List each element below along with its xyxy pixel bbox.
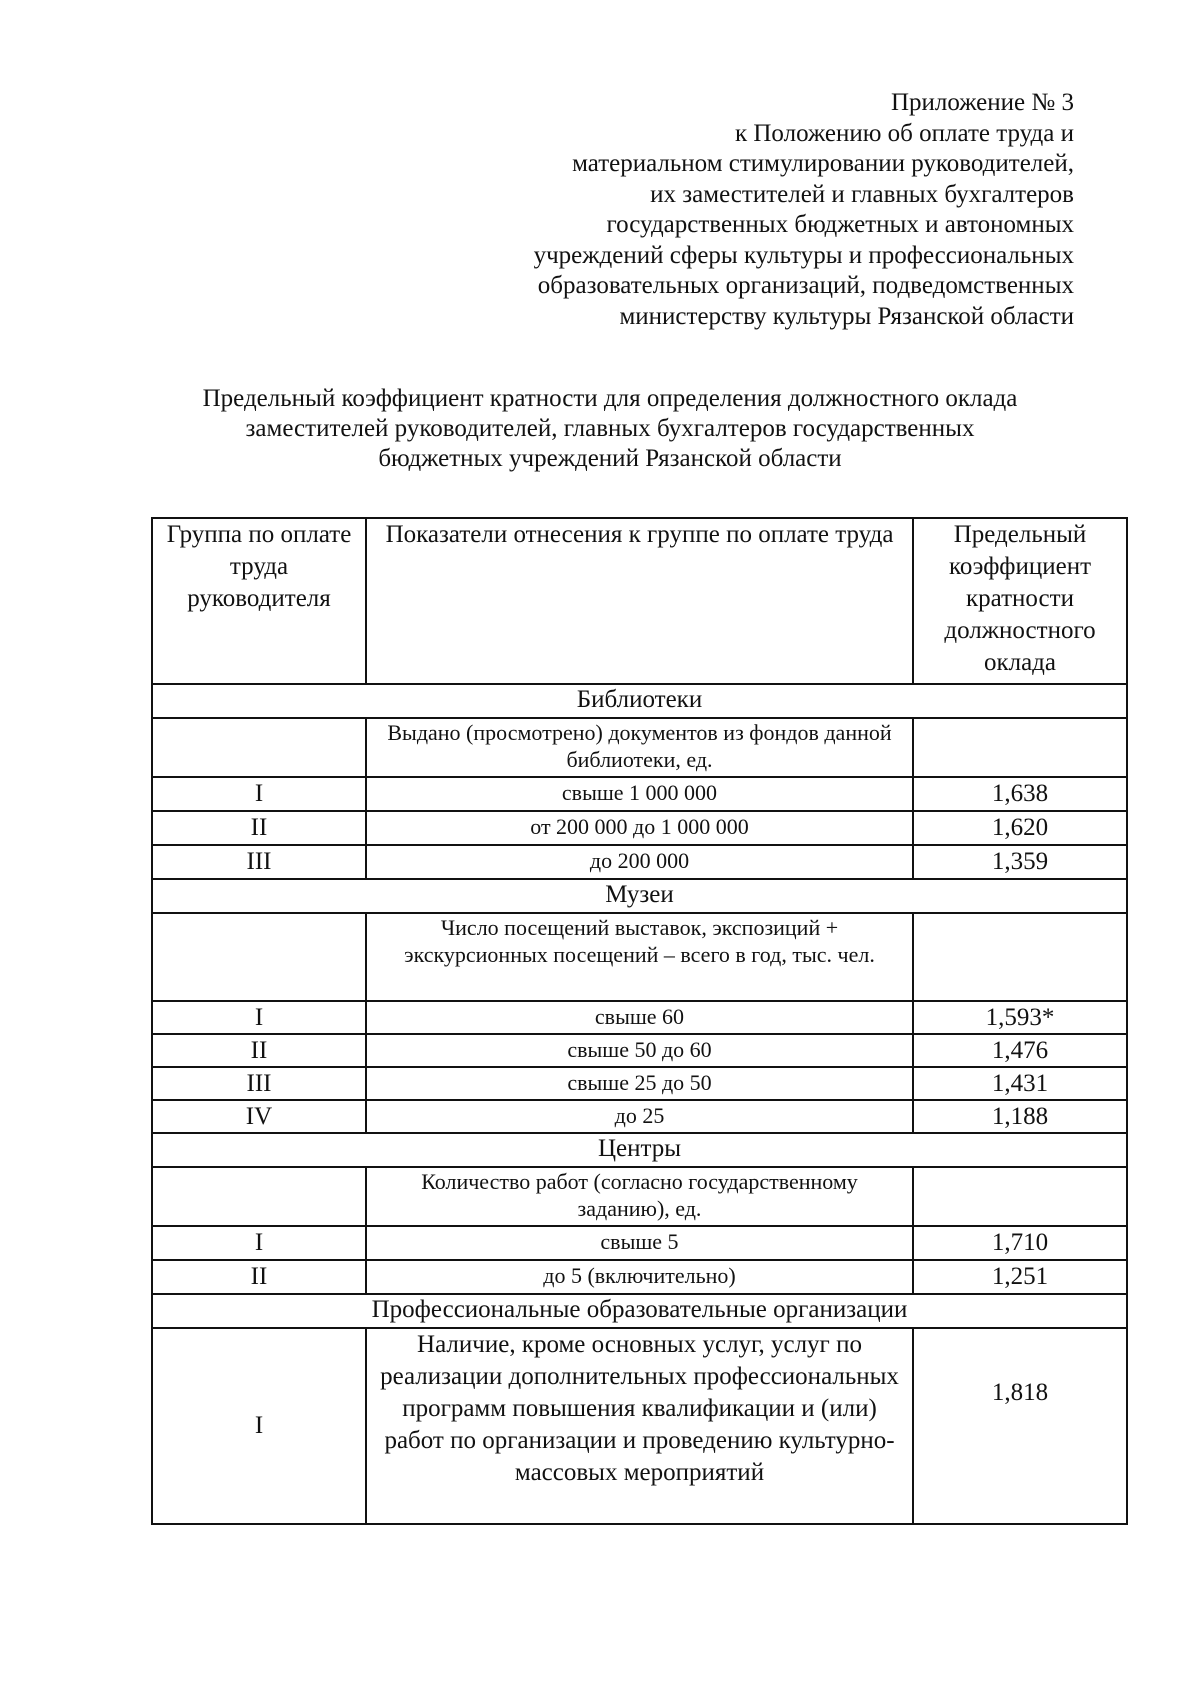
section-title: Центры <box>152 1133 1127 1167</box>
indicator-row <box>152 1167 1127 1226</box>
group-cell <box>152 913 366 1001</box>
coefficient-cell <box>913 913 1127 1001</box>
group-cell: III <box>152 845 366 879</box>
appendix-line: министерству культуры Рязанской области <box>619 302 1074 330</box>
criterion-cell: свыше 1 000 000 <box>366 777 913 811</box>
indicator-cell: Количество работ (согласно государственному заданию), ед. <box>366 1167 913 1226</box>
coefficient-cell: 1,638 <box>913 777 1127 811</box>
title-line: заместителей руководителей, главных бухгалтеров государственных <box>245 415 975 442</box>
appendix-line: учреждений сферы культуры и профессиональных <box>533 241 1074 269</box>
criterion-cell: свыше 5 <box>366 1226 913 1260</box>
coefficient-cell: 1,710 <box>913 1226 1127 1260</box>
title-line: бюджетных учреждений Рязанской области <box>378 445 842 472</box>
coefficient-cell <box>913 1167 1127 1226</box>
criterion-cell: до 200 000 <box>366 845 913 879</box>
table-header-row <box>152 518 1127 684</box>
section-title: Музеи <box>152 879 1127 913</box>
coefficient-cell: 1,251 <box>913 1260 1127 1294</box>
criterion-cell: свыше 60 <box>366 1001 913 1034</box>
appendix-line: их заместителей и главных бухгалтеров <box>650 180 1074 208</box>
appendix-line: государственных бюджетных и автономных <box>606 211 1074 238</box>
coefficient-cell: 1,359 <box>913 845 1127 879</box>
header-indicators: Показатели отнесения к группе по оплате труда <box>366 518 913 684</box>
appendix-header <box>394 88 1074 332</box>
coefficient-cell: 1,476 <box>913 1034 1127 1067</box>
appendix-line: к Положению об оплате труда и <box>734 119 1074 147</box>
indicator-row <box>152 913 1127 1001</box>
criterion-cell: Наличие, кроме основных услуг, услуг по реализации дополнительных профессиональных программ повышения квалификации и (или) работ по организации и проведению культурно-массовых мероприятий <box>366 1328 913 1524</box>
header-coefficient: Предельный коэффициент кратности должностного оклада <box>913 518 1127 684</box>
criterion-cell: до 5 (включительно) <box>366 1260 913 1294</box>
group-cell: I <box>152 777 366 811</box>
section-title: Библиотеки <box>152 684 1127 718</box>
criterion-cell: от 200 000 до 1 000 000 <box>366 811 913 845</box>
section-row-centers <box>152 1133 1127 1167</box>
group-cell <box>152 1167 366 1226</box>
criterion-cell: свыше 50 до 60 <box>366 1034 913 1067</box>
table-row <box>152 845 1127 879</box>
coefficient-cell: 1,818 <box>913 1328 1127 1524</box>
coefficient-table <box>151 517 1128 1525</box>
table-row <box>152 1226 1127 1260</box>
section-row-museums <box>152 879 1127 913</box>
table-row <box>152 1001 1127 1034</box>
coefficient-cell: 1,431 <box>913 1067 1127 1100</box>
coefficient-cell: 1,620 <box>913 811 1127 845</box>
table-row <box>152 811 1127 845</box>
group-cell: II <box>152 811 366 845</box>
group-cell: IV <box>152 1100 366 1133</box>
table-row <box>152 1260 1127 1294</box>
coefficient-cell <box>913 718 1127 777</box>
group-cell: III <box>152 1067 366 1100</box>
title-line: Предельный коэффициент кратности для определения должностного оклада <box>202 385 1018 412</box>
appendix-line: образовательных организаций, подведомственных <box>537 272 1074 299</box>
group-cell: I <box>152 1226 366 1260</box>
section-title: Профессиональные образовательные организации <box>152 1294 1127 1328</box>
criterion-cell: свыше 25 до 50 <box>366 1067 913 1100</box>
group-cell: I <box>152 1328 366 1524</box>
table-row <box>152 1067 1127 1100</box>
header-group: Группа по оплате труда руководителя <box>152 518 366 684</box>
indicator-row <box>152 718 1127 777</box>
table-row <box>152 777 1127 811</box>
coefficient-cell: 1,593* <box>913 1001 1127 1034</box>
criterion-cell: до 25 <box>366 1100 913 1133</box>
indicator-cell: Число посещений выставок, экспозиций + экскурсионных посещений – всего в год, тыс. чел. <box>366 913 913 1001</box>
group-cell <box>152 718 366 777</box>
table-row <box>152 1328 1127 1524</box>
table-row <box>152 1100 1127 1133</box>
appendix-line: Приложение № 3 <box>890 89 1074 116</box>
group-cell: II <box>152 1034 366 1067</box>
group-cell: I <box>152 1001 366 1034</box>
coefficient-cell: 1,188 <box>913 1100 1127 1133</box>
group-cell: II <box>152 1260 366 1294</box>
document-title <box>130 384 1090 474</box>
section-row-professional <box>152 1294 1127 1328</box>
section-row-libraries <box>152 684 1127 718</box>
table-row <box>152 1034 1127 1067</box>
indicator-cell: Выдано (просмотрено) документов из фондов данной библиотеки, ед. <box>366 718 913 777</box>
appendix-line: материальном стимулировании руководителей, <box>572 150 1074 177</box>
